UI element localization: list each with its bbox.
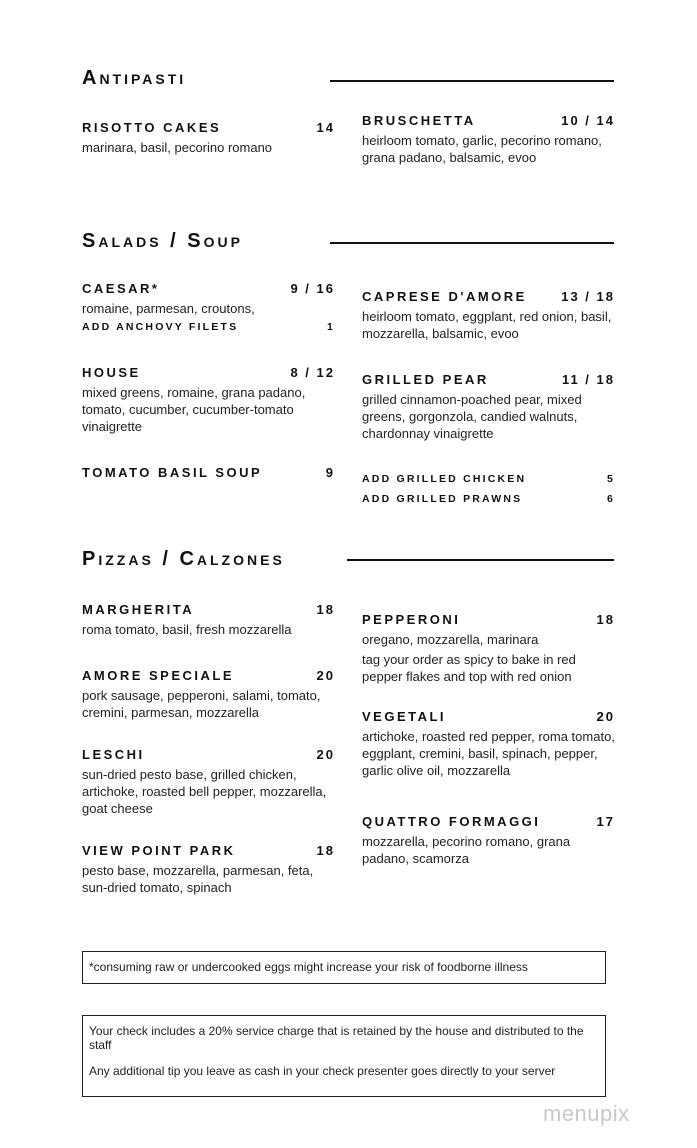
menu-item-bruschetta <box>362 113 615 166</box>
addon-label: ADD ANCHOVY FILETS <box>82 321 239 333</box>
addon-price: 6 <box>606 493 615 505</box>
item-price: 20 <box>316 747 335 762</box>
section-title-salads-soup: Salads / Soup <box>82 230 243 252</box>
menu-item-house <box>82 365 335 435</box>
item-description: marinara, basil, pecorino romano <box>82 140 273 155</box>
addon-label: ADD GRILLED CHICKEN <box>362 473 527 485</box>
item-price: 18 <box>316 843 335 858</box>
menu-item-quattro-formaggi <box>362 814 615 867</box>
item-price: 11 / 18 <box>561 372 615 387</box>
menu-item-risotto-cakes <box>82 120 335 156</box>
item-description: mixed greens, romaine, grana padano, tomato, cucumber, cucumber-tomato vinaigrette <box>82 385 306 434</box>
item-price: 20 <box>596 709 615 724</box>
item-name: CAPRESE D'AMORE <box>362 289 527 304</box>
addon-price: 1 <box>326 321 335 333</box>
item-name: QUATTRO FORMAGGI <box>362 814 541 829</box>
menu-item-margherita <box>82 602 335 638</box>
addon-label: ADD GRILLED PRAWNS <box>362 493 523 505</box>
item-description: pork sausage, pepperoni, salami, tomato, cremini, parmesan, mozzarella <box>82 688 321 720</box>
section-title-antipasti: Antipasti <box>82 67 187 89</box>
item-description: roma tomato, basil, fresh mozzarella <box>82 622 292 637</box>
item-name: HOUSE <box>82 365 141 380</box>
menu-item-caprese <box>362 289 615 342</box>
menu-item-pepperoni <box>362 612 615 685</box>
item-price: 17 <box>596 814 615 829</box>
addon-grilled-prawns <box>362 489 615 506</box>
item-price: 14 <box>316 120 335 135</box>
item-price: 18 <box>316 602 335 617</box>
item-description: sun-dried pesto base, grilled chicken, artichoke, roasted bell pepper, mozzarella, goat cheese <box>82 767 327 816</box>
item-name: VIEW POINT PARK <box>82 843 236 858</box>
watermark-logo: menupix <box>543 1101 630 1126</box>
item-name: GRILLED PEAR <box>362 372 489 387</box>
addon-anchovy <box>82 320 335 334</box>
menu-item-amore-speciale <box>82 668 335 721</box>
section-rule <box>330 242 614 244</box>
disclaimer-box <box>82 951 606 984</box>
menu-item-leschi <box>82 747 335 817</box>
item-price: 8 / 12 <box>290 365 335 380</box>
item-price: 10 / 14 <box>561 113 615 128</box>
item-description: romaine, parmesan, croutons, <box>82 301 255 316</box>
item-name: VEGETALI <box>362 709 447 724</box>
disclaimer-text: *consuming raw or undercooked eggs might increase your risk of foodborne illness <box>89 960 528 974</box>
item-description: pesto base, mozzarella, parmesan, feta, sun-dried tomato, spinach <box>82 863 314 895</box>
item-name: BRUSCHETTA <box>362 113 476 128</box>
item-name: AMORE SPECIALE <box>82 668 235 683</box>
menu-item-view-point-park <box>82 843 335 896</box>
service-charge-box <box>82 1015 606 1097</box>
menu-item-vegetali <box>362 709 615 779</box>
item-price: 9 <box>325 465 335 480</box>
service-charge-text: Your check includes a 20% service charge that is retained by the house and distributed to the staff <box>89 1024 584 1052</box>
item-name: CAESAR* <box>82 281 160 296</box>
item-description: mozzarella, pecorino romano, grana padano, scamorza <box>362 834 571 866</box>
section-rule <box>347 559 614 561</box>
item-description: oregano, mozzarella, marinara <box>362 632 539 647</box>
menu-item-caesar <box>82 281 335 334</box>
item-description: heirloom tomato, garlic, pecorino romano, grana padano, balsamic, evoo <box>362 133 602 165</box>
section-title-pizzas-calzones: Pizzas / Calzones <box>82 548 285 570</box>
item-price: 13 / 18 <box>561 289 615 304</box>
tip-text: Any additional tip you leave as cash in your check presenter goes directly to your server <box>89 1064 556 1078</box>
item-name: RISOTTO CAKES <box>82 120 222 135</box>
item-name: LESCHI <box>82 747 145 762</box>
item-price: 9 / 16 <box>290 281 335 296</box>
item-price: 18 <box>596 612 615 627</box>
item-name: TOMATO BASIL SOUP <box>82 465 263 480</box>
item-name: MARGHERITA <box>82 602 195 617</box>
addon-grilled-chicken <box>362 469 615 486</box>
item-description: heirloom tomato, eggplant, red onion, basil, mozzarella, balsamic, evoo <box>362 309 612 341</box>
item-description: artichoke, roasted red pepper, roma tomato, eggplant, cremini, basil, spinach, pepper, garlic olive oil, mozzarella <box>362 729 615 778</box>
item-price: 20 <box>316 668 335 683</box>
item-description: grilled cinnamon-poached pear, mixed greens, gorgonzola, candied walnuts, chardonnay vinaigrette <box>362 392 582 441</box>
addon-price: 5 <box>606 473 615 485</box>
item-name: PEPPERONI <box>362 612 461 627</box>
section-rule <box>330 80 614 82</box>
menu-item-grilled-pear <box>362 372 615 442</box>
menu-item-tomato-basil-soup <box>82 465 335 484</box>
item-note: tag your order as spicy to bake in red pepper flakes and top with red onion <box>362 652 576 684</box>
